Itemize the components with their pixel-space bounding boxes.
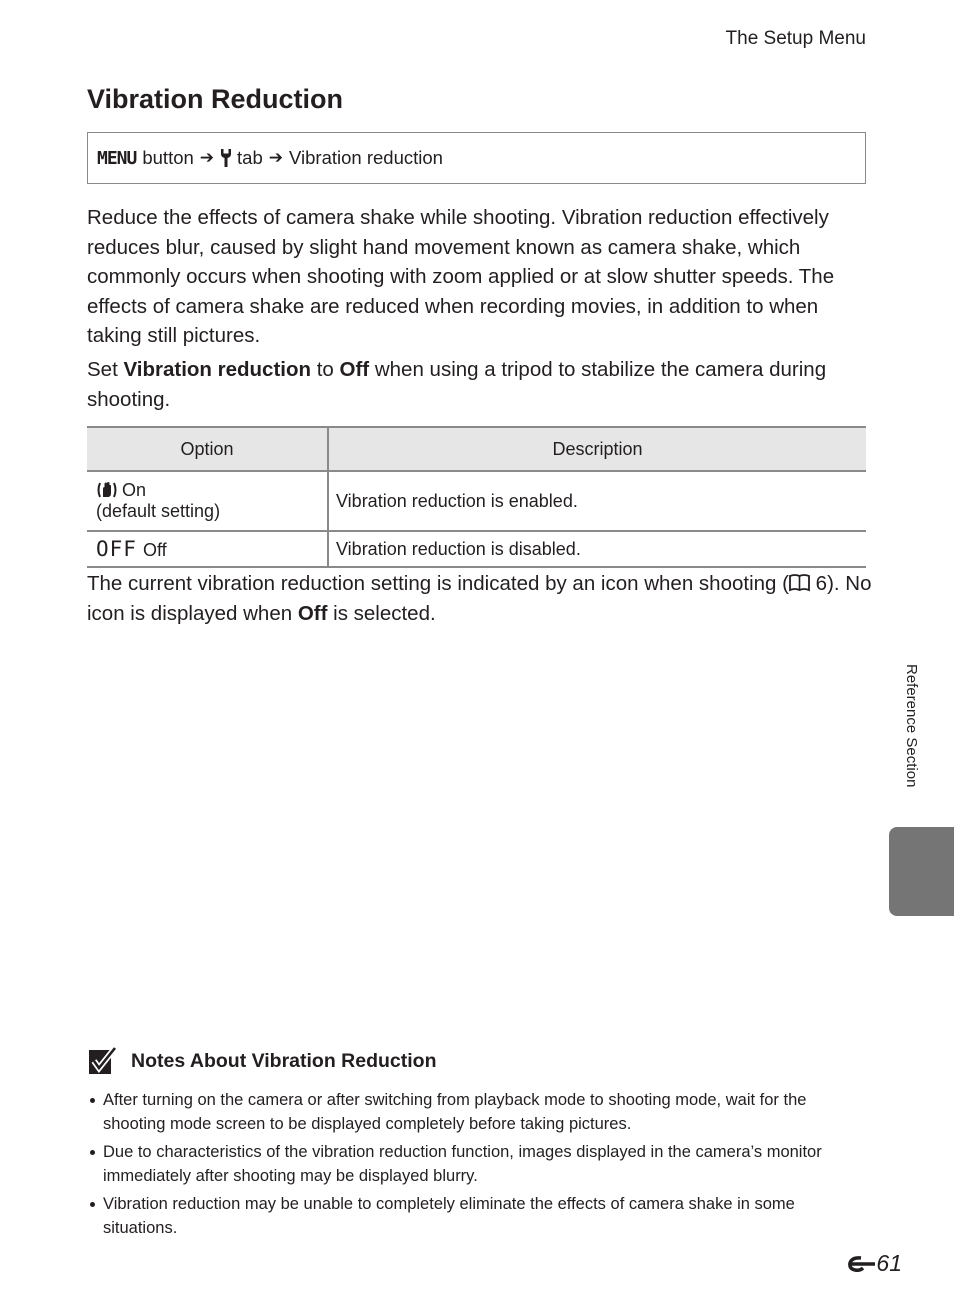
table-header-row <box>87 427 866 471</box>
table-row <box>87 471 866 531</box>
description-cell: Vibration reduction is disabled. <box>328 531 866 567</box>
arrow-right-icon: ➔ <box>268 148 284 167</box>
notes-title: Notes About Vibration Reduction <box>131 1049 437 1072</box>
icon-paragraph-value: Off <box>297 601 328 625</box>
side-section-label: Reference Section <box>903 664 920 788</box>
menu-path-tab-label: tab <box>237 147 263 168</box>
off-icon: OFF <box>96 537 137 561</box>
option-label: On <box>122 480 147 500</box>
page-number-value: 61 <box>876 1250 902 1276</box>
list-item: After turning on the camera or after switching from playback mode to shooting mode, wait for the shooting mode screen to be displayed completely before taking pictures. <box>87 1088 867 1136</box>
options-table <box>87 426 866 568</box>
e-reference-icon <box>846 1254 876 1274</box>
notes-header <box>88 1046 437 1076</box>
description-cell: Vibration reduction is enabled. <box>328 471 866 531</box>
icon-paragraph-prefix: The current vibration reduction setting is indicated by an icon when shooting ( <box>87 572 789 595</box>
intro-paragraph: Reduce the effects of camera shake while shooting. Vibration reduction effectively reduces blur, caused by slight hand movement known as camera shake, which commonly occurs when shooting with zoom applied or at slow shutter speeds. The effects of camera shake are reduced when recording movies, in addition to when taking still pictures. <box>87 206 835 347</box>
tripod-suffix: when using a tripod to stabilize the camera during shooting. <box>87 358 827 411</box>
tripod-prefix: Set <box>87 358 124 381</box>
running-header: The Setup Menu <box>725 28 866 49</box>
menu-path-destination: Vibration reduction <box>289 147 443 168</box>
list-item: Due to characteristics of the vibration reduction function, images displayed in the camera’s monitor immediately after shooting may be displayed blurry. <box>87 1140 867 1188</box>
icon-paragraph-suffix: is selected. <box>327 601 436 625</box>
checkmark-note-icon <box>88 1046 117 1076</box>
page-number <box>846 1250 902 1277</box>
menu-path-box <box>87 132 866 184</box>
description-column-header: Description <box>328 427 866 471</box>
table-row <box>87 531 866 567</box>
icon-paragraph-ref: 6). No icon is displayed when <box>87 572 872 625</box>
option-sublabel: (default setting) <box>96 501 221 521</box>
option-column-header: Option <box>87 427 328 471</box>
icon-paragraph <box>87 569 877 628</box>
list-item: Vibration reduction may be unable to completely eliminate the effects of camera shake in some situations. <box>87 1192 867 1240</box>
wrench-icon <box>220 148 232 168</box>
option-cell <box>87 471 328 531</box>
option-cell <box>87 531 328 567</box>
side-section-tab <box>889 827 954 916</box>
tripod-middle: to <box>311 358 340 381</box>
tripod-value: Off <box>339 358 370 381</box>
tripod-setting: Vibration reduction <box>123 358 312 381</box>
notes-list <box>87 1088 867 1244</box>
menu-path-button-label: button <box>142 147 194 168</box>
arrow-right-icon: ➔ <box>199 148 215 167</box>
option-label: Off <box>142 540 167 560</box>
page-title: Vibration Reduction <box>87 84 344 114</box>
tripod-paragraph <box>87 355 877 414</box>
menu-button-icon: MENU <box>97 147 137 169</box>
vibration-reduction-icon <box>96 481 118 499</box>
book-reference-icon <box>789 574 810 592</box>
